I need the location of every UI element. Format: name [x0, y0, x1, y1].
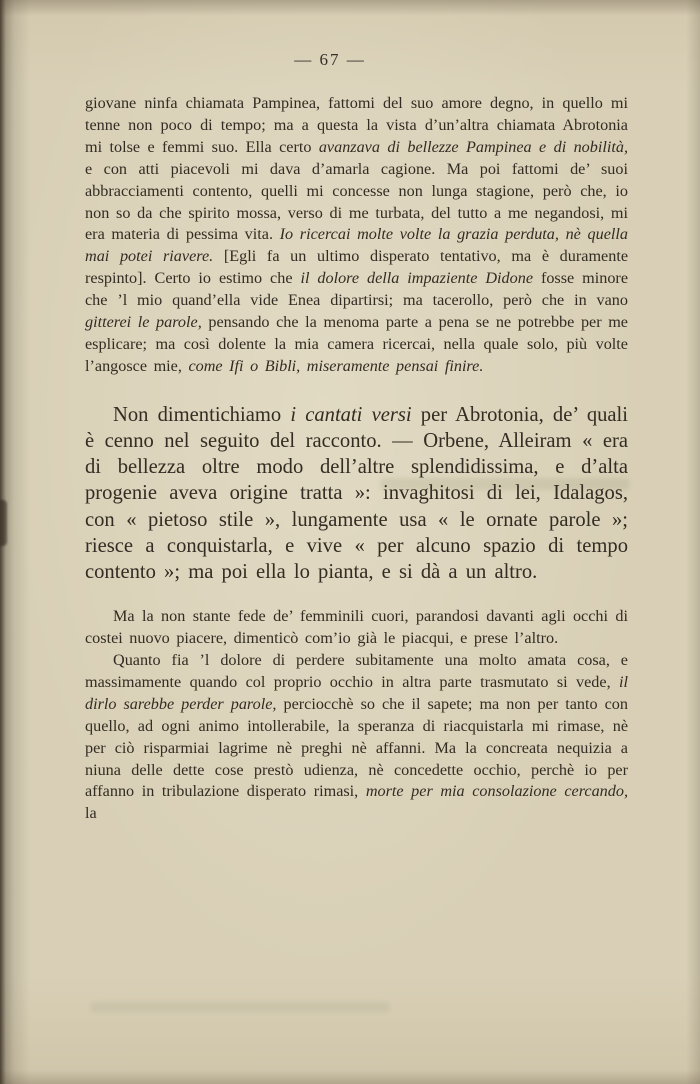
text-block	[85, 93, 628, 825]
text-segment: il dirlo sarebbe perder parole,	[85, 672, 628, 713]
paragraph-quotation-dolore	[85, 650, 628, 825]
text-segment: Quanto fia ’l dolore di perdere subitamente una molto amata cosa, e massimamente quando col proprio occhio in altra parte trasmutato si vede,	[85, 651, 628, 691]
text-segment: Ma la non stante fede de’ femminili cuori, parandosi davanti agli occhi di costei nuovo piacere, dimenticò com’io già le piacqui, e prese l’altro.	[85, 607, 628, 648]
text-segment: Io ricercai molte volte la grazia perduta, nè quella mai potei riavere.	[85, 225, 628, 266]
text-segment: i cantati versi	[290, 403, 412, 426]
text-segment: il dolore della impaziente Didone	[300, 269, 534, 288]
paragraph-commentary	[85, 402, 628, 585]
text-segment: avanzava di bellezze Pampinea e di nobilità,	[318, 137, 628, 156]
text-segment: pensando che la menoma parte a pena se ne potrebbe per me esplicare; ma così dolente la mia camera ricercai, nella quale solo, più volte l’angosce mie,	[85, 313, 628, 375]
text-segment: Non dimentichiamo	[113, 403, 291, 426]
paragraph-quotation-fede	[85, 606, 628, 650]
show-through-mark	[90, 1002, 390, 1012]
text-segment: come Ifi o Bibli, miseramente pensai finire.	[188, 356, 484, 375]
text-segment: [Egli fa un ultimo disperato tentativo, ma è duramente respinto]. Certo io estimo che	[85, 247, 629, 288]
page-edge-top	[0, 0, 700, 16]
text-segment: morte per mia consolazione cercando,	[365, 782, 629, 801]
text-segment: giovane ninfa chiamata Pampinea, fattomi del suo amore degno, in quello mi tenne non poco di tempo; ma a questa la vista d’un’altra chiamata Abrotonia mi tolse e femmi suo. Ella certo	[85, 94, 628, 156]
text-segment: e con atti piacevoli mi dava d’amarla cagione. Ma poi fattomi de’ suoi abbracciamenti contento, quelli mi concesse non lunga stagione, però che, io non so da che spirito mossa, verso di me turbata, del tutto a me negandosi, mi era materia di pessima vita.	[85, 159, 628, 244]
page-number: — 67 —	[294, 50, 366, 69]
text-segment: la	[85, 804, 97, 823]
text-segment: gitterei le parole,	[85, 313, 202, 332]
text-segment: per Abrotonia, de’ quali è cenno nel seguito del racconto. — Orbene, Alleiram « era di bellezza oltre modo dell’altre splendidissima, e d’alta progenie aveva origine tratta »: invaghitosi di lei, Idalagos, con « pietoso stile », lungamente usa « le ornate parole »; riesce a conquistarla, e vive « per alcuno spazio di tempo contento »; ma poi ella lo pianta, e si dà a un altro.	[85, 403, 629, 583]
page-edge-right	[686, 0, 700, 1084]
page-edge-bottom	[0, 1070, 700, 1084]
text-segment: perciocchè so che il sapete; ma non per tanto con quello, ad ogni animo intollerabile, la speranza di riacquistarla mi rimase, nè per ciò risparmiai lagrime nè preghi nè affanni. Ma la concreata nequizia a niuna delle dette cose prestò udienza, nè concedette occhio, perchè io per affanno in tribulazione disperato rimasi,	[85, 694, 628, 801]
paragraph-quotation-continuation	[85, 93, 628, 378]
edge-ink-mark	[0, 500, 7, 546]
text-segment: fosse minore che ’l mio quand’ella vide Enea dipartirsi; ma tacerollo, però che in vano	[85, 269, 629, 310]
